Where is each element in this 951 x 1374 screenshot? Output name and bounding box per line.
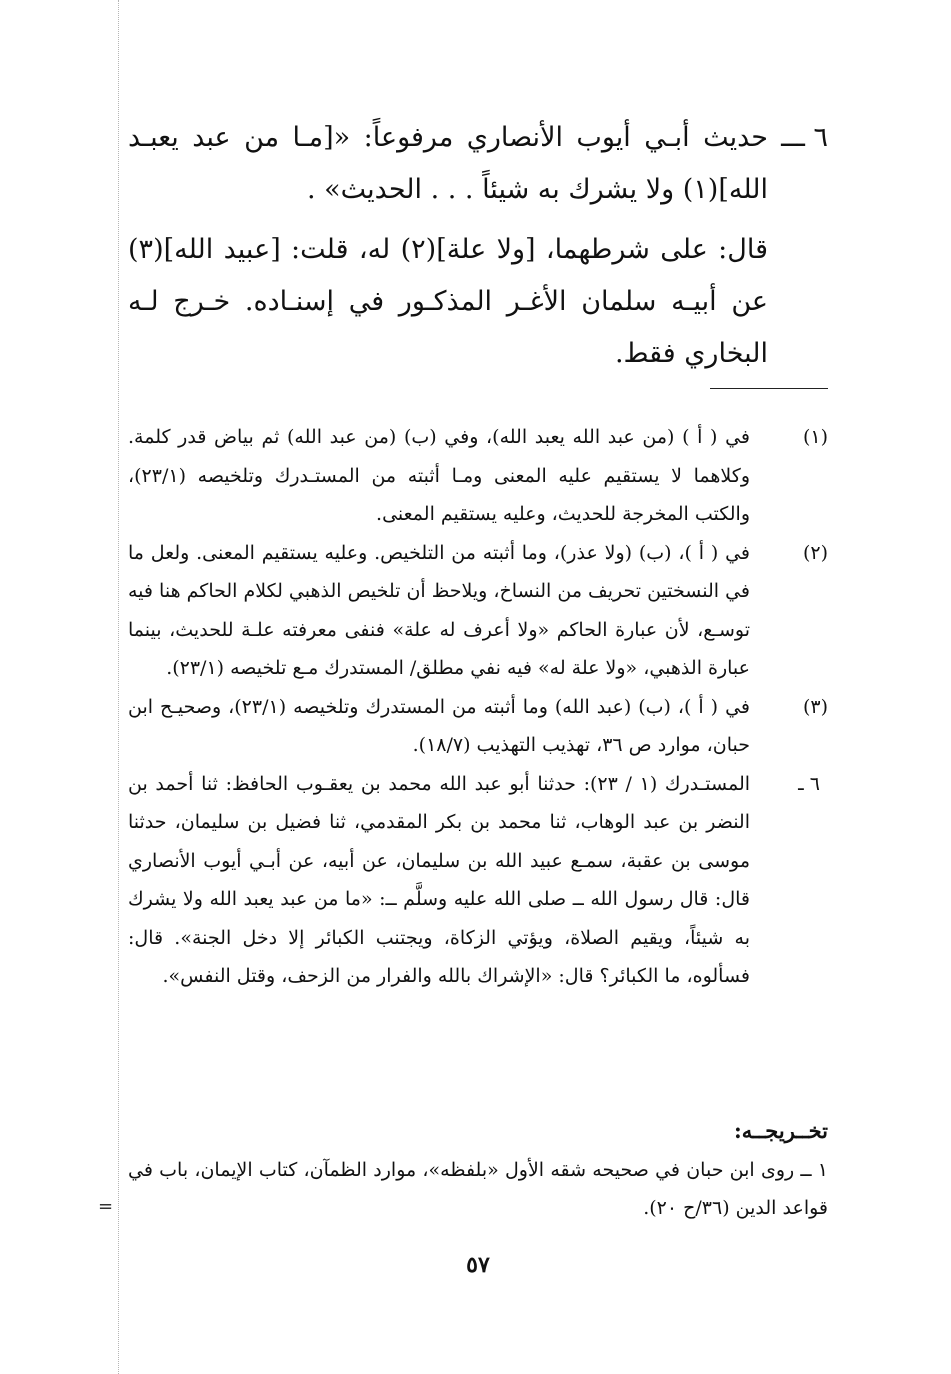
commentary-text: قال: على شرطهما، [ولا علة](٢) له، قلت: [عبيد الله](٣) عن أبيـه سلمان الأغـر المذكـور في إسنـاده. خـرج لـه البخاري فقط. xyxy=(128,234,768,369)
main-text xyxy=(128,112,828,380)
takhrij-section xyxy=(128,1112,828,1228)
entry-number: ٦ ـــ xyxy=(781,122,828,153)
footnote xyxy=(128,688,828,765)
footnote-number: (٣) xyxy=(802,695,828,718)
footnote-number: (٢) xyxy=(802,541,828,564)
footnote-separator xyxy=(710,388,828,389)
footnote-text: في ( أ ) (من عبد الله يعبد الله)، وفي (ب) (من عبد الله) ثم بياض قدر كلمة. وكلاهما لا يستقيم عليه المعنى ومـا أثبته من المستـدرك وتلخيصه (٢٣/١)، والكتب المخرجة للحديث، وعليه يستقيم المعنى. xyxy=(128,426,751,525)
footnote-number: (١) xyxy=(802,426,828,448)
takhrij-heading: تخــريجــه: xyxy=(733,1118,828,1143)
footnote xyxy=(128,418,828,534)
takhrij-text: ١ ــ روى ابن حبان في صحيحه شقه الأول «بلفظه»، موارد الظمآن، كتاب الإيمان، باب في قواعد الدين (٣٦/ح ٢٠). xyxy=(128,1158,828,1219)
entry-text: حديث أبـي أيوب الأنصاري مرفوعاً: «[مـا من عبد يعبـد الله](١) ولا يشرك به شيئاً . . . الحديث» . xyxy=(128,122,768,205)
page-number: ٥٧ xyxy=(466,1252,490,1278)
hadith-entry xyxy=(128,112,828,380)
footnote-text: في ( أ )، (ب) (ولا عذر)، وما أثبته من التلخيص. وعليه يستقيم المعنى. ولعل ما في النسختين تحريف من النساخ، ويلاحظ أن تلخيص الذهبي لكلام الحاكم هنا فيه توسـع، لأن عبارة الحاكم «ولا أعرف له علة» فنفى معرفته علـة للحديث، بينما عبارة الذهبي، «ولا علة له» فيه نفي مطلق/ المستدرك مـع تلخيصه (٢٣/١). xyxy=(128,541,750,679)
margin-mark: = xyxy=(98,1196,114,1217)
margin-line xyxy=(118,0,119,1374)
footnote-text: في ( أ )، (ب) (عبد الله) وما أثبته من المستدرك وتلخيصه (٢٣/١)، وصحيـح ابن حبان، موارد ص ٣٦، تهذيب التهذيب (١٨/٧). xyxy=(128,695,750,756)
source-note xyxy=(128,765,828,996)
source-note-number: ٦ ـ xyxy=(798,772,820,795)
footnotes xyxy=(128,418,828,996)
source-note-text: المستـدرك (١ / ٢٣): حدثنا أبو عبد الله محمد بن يعقـوب الحافظ: ثنا أحمد بن النضر بن عبد الوهاب، ثنا محمد بن بكر المقدمي، ثنا فضيل بن سليمان، حدثنا موسى بن عقبة، سمـع عبيد الله بن سليمان، عن أبيه، عن أبـي أيوب الأنصاري قال: قال رسول الله ــ صلى الله عليه وسلَّم ــ: «ما من عبد يعبد الله ولا يشرك به شيئاً، ويقيم الصلاة، ويؤتي الزكاة، ويجتنب الكبائر إلا دخل الجنة». قال: فسألوه، ما الكبائر؟ قال: «الإشراك بالله والفرار من الزحف، وقتل النفس». xyxy=(128,772,751,987)
footnote xyxy=(128,534,828,688)
